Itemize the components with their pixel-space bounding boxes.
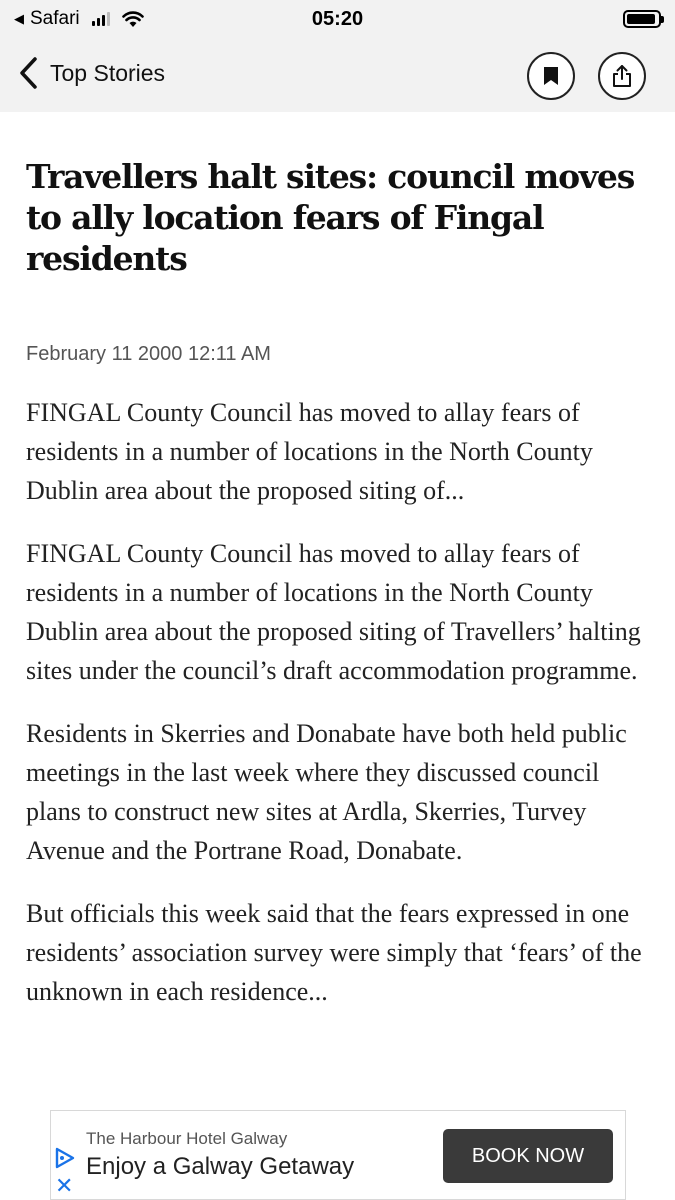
- ad-advertiser: The Harbour Hotel Galway: [86, 1129, 288, 1148]
- article-paragraph: Residents in Skerries and Donabate have both held public meetings in the last week where they discussed council plans to construct new sites at Ardla, Skerries, Turvey Avenue and the Portrane Road, Donabate.: [26, 719, 627, 865]
- chevron-left-icon: [18, 56, 38, 90]
- bookmark-icon: [543, 66, 559, 86]
- article-date: February 11 2000 12:11 AM: [26, 343, 271, 365]
- article: [26, 156, 651, 1098]
- bookmark-button[interactable]: [527, 52, 575, 100]
- article-summary: FINGAL County Council has moved to allay fears of residents in a number of locations in the North County Dublin area about the proposed siting of...: [26, 398, 593, 505]
- back-button[interactable]: [18, 56, 165, 90]
- article-summary-container: [26, 393, 651, 510]
- share-icon: [611, 64, 633, 88]
- share-button[interactable]: [598, 52, 646, 100]
- article-headline: Travellers halt sites: council moves to ally location fears of Fingal residents: [26, 157, 635, 278]
- ad-banner[interactable]: [50, 1110, 626, 1200]
- back-button-label: Top Stories: [50, 59, 166, 86]
- ad-choices-icon[interactable]: [53, 1147, 77, 1169]
- article-paragraph: But officials this week said that the fears expressed in one residents’ association survey were simply that ‘fears’ of the unknown in each residence...: [26, 899, 642, 1006]
- battery-icon: [623, 10, 661, 28]
- ad-close-icon[interactable]: ✕: [55, 1173, 74, 1198]
- status-bar: [0, 0, 675, 40]
- nav-bar: [0, 40, 675, 112]
- ad-book-now-button[interactable]: BOOK NOW: [443, 1129, 613, 1183]
- back-to-app-icon[interactable]: ◀: [14, 11, 24, 26]
- back-to-app-label[interactable]: Safari: [30, 8, 80, 29]
- article-paragraph: FINGAL County Council has moved to allay fears of residents in a number of locations in the North County Dublin area about the proposed siting of Travellers’ halting sites under the council’s draft accommodation programme.: [26, 539, 641, 685]
- ad-headline[interactable]: Enjoy a Galway Getaway: [86, 1153, 355, 1180]
- status-time: 05:20: [311, 8, 364, 30]
